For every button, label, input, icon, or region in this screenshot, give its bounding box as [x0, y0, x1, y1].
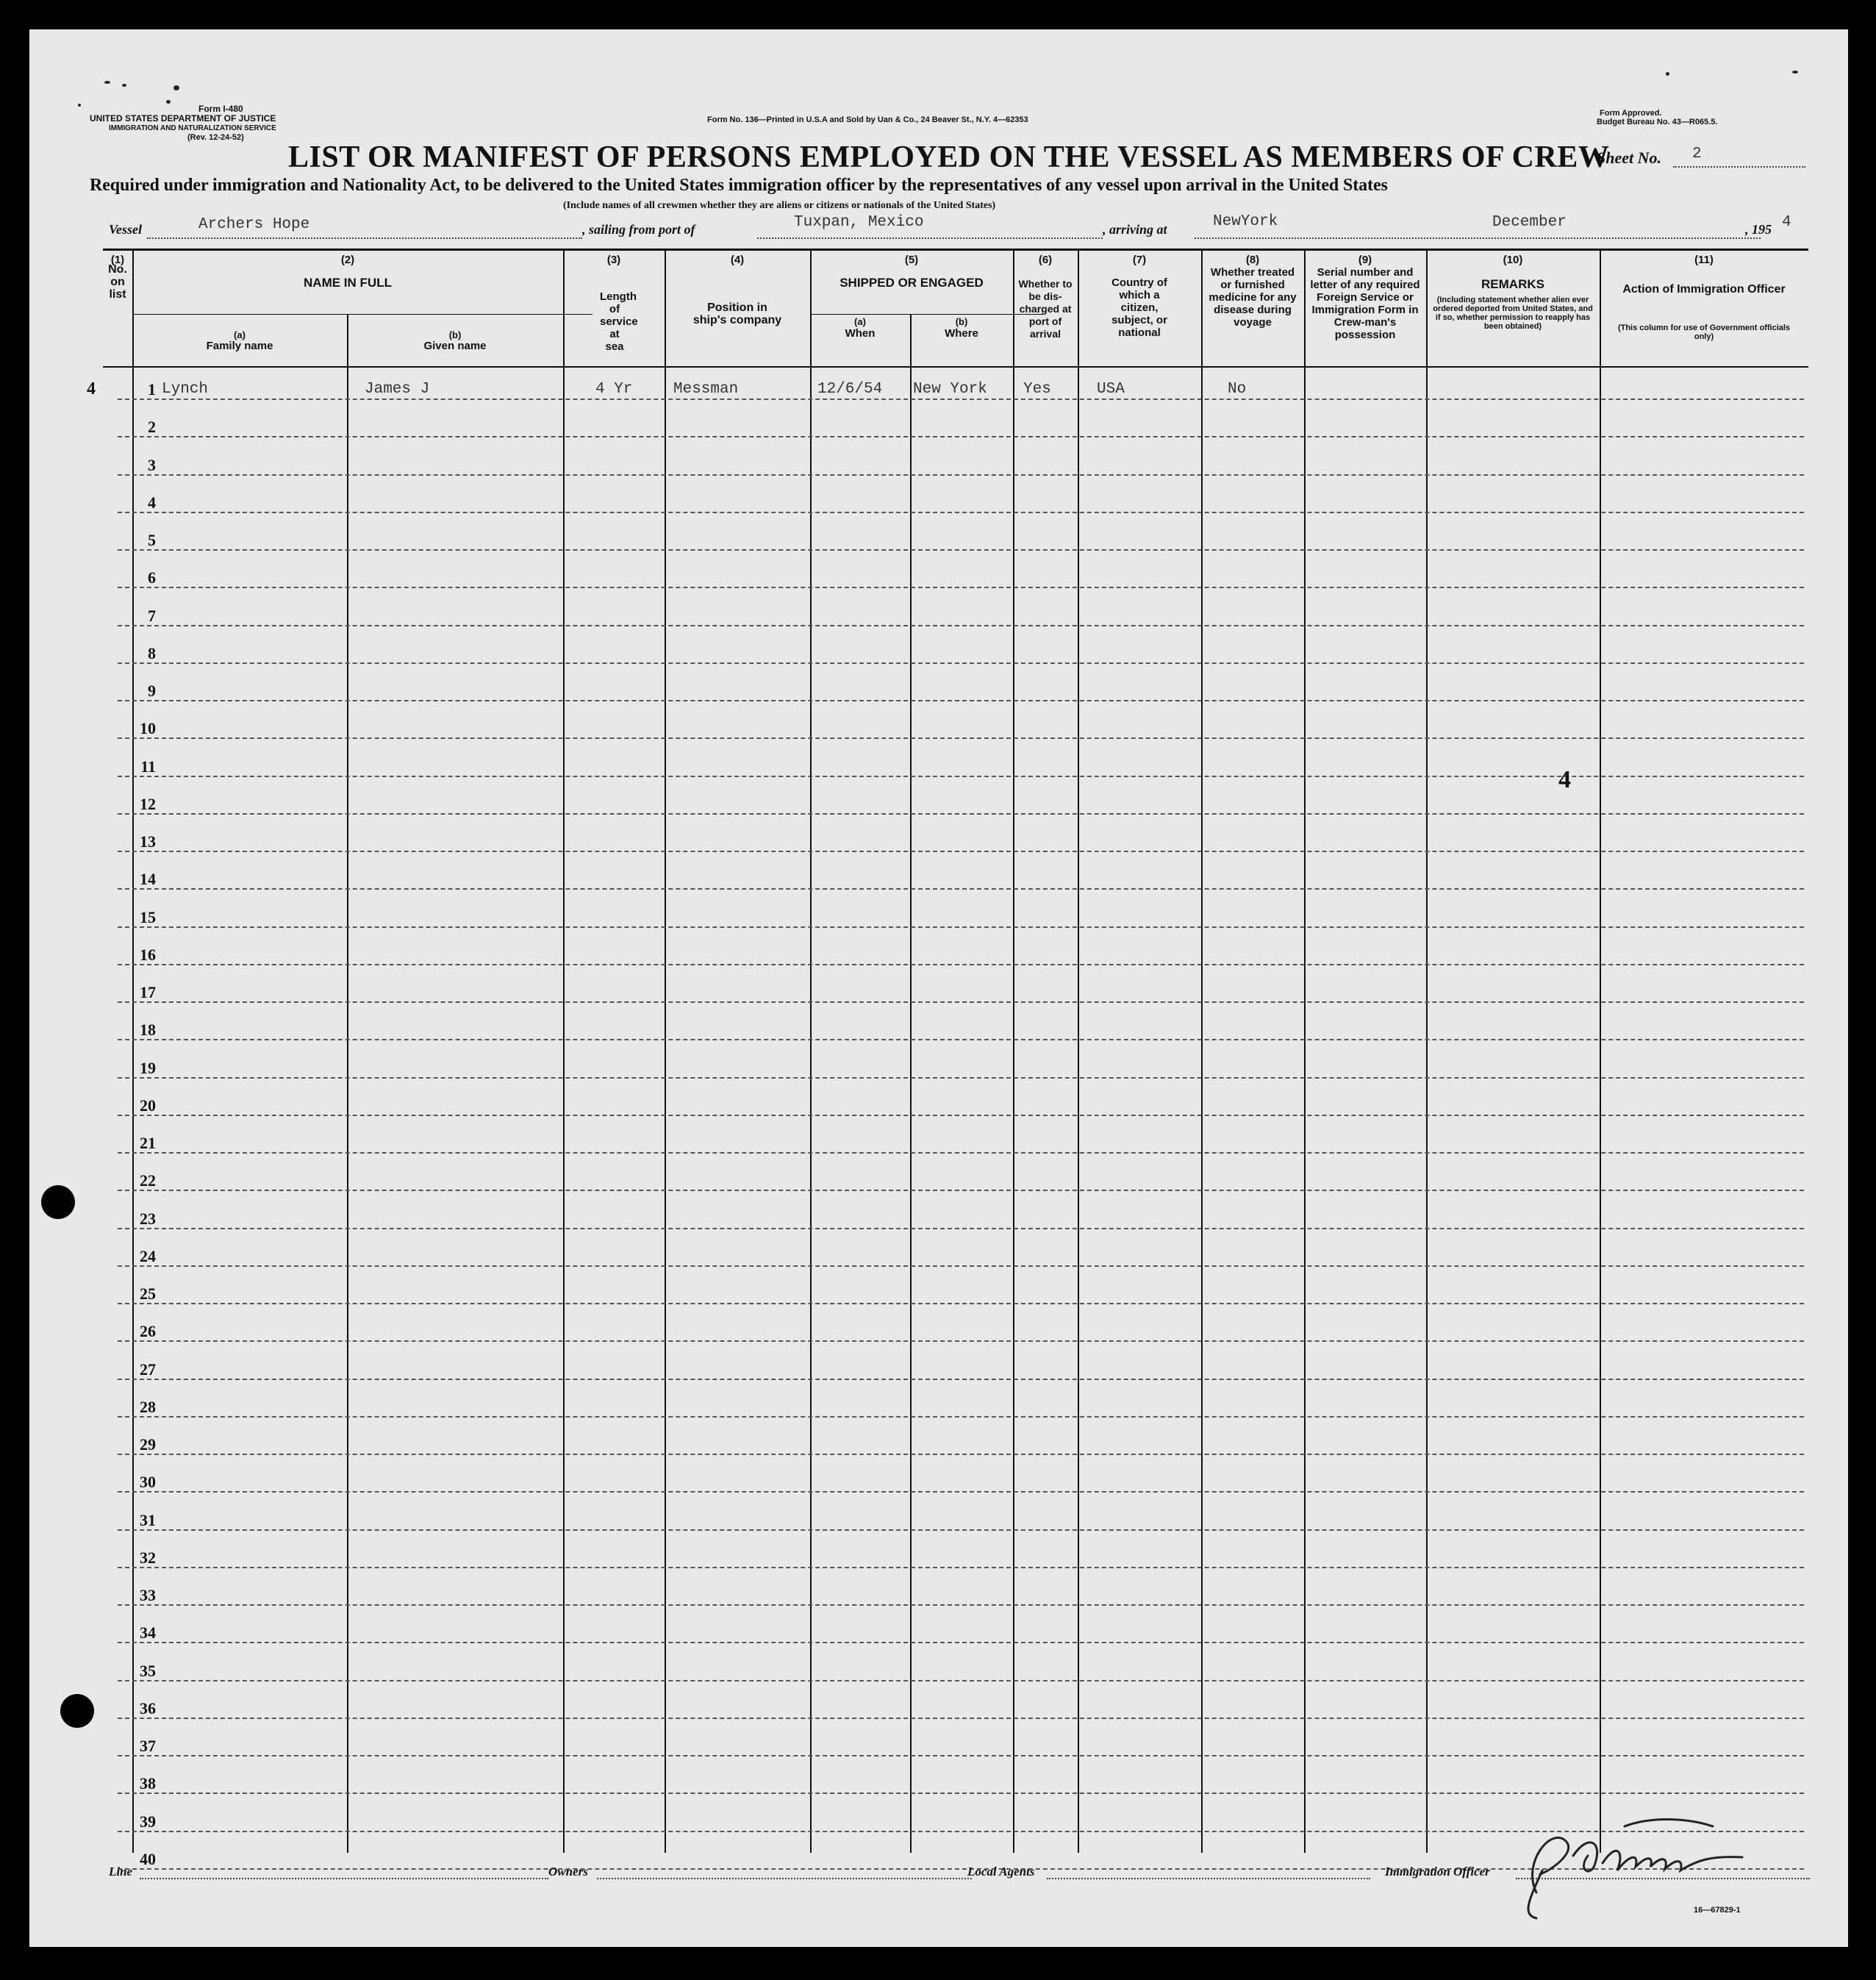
col8-number: (8) — [1245, 254, 1260, 266]
form-id: Form I-480 — [198, 104, 243, 114]
col-divider-10 — [1600, 250, 1601, 1853]
row-rule — [118, 737, 1804, 739]
col9-number: (9) — [1358, 254, 1372, 266]
row-number: 9 — [148, 682, 156, 700]
col8-header: Whether treated or furnished medicine for any disease during voyage — [1209, 266, 1297, 329]
immigration-officer-label: Immigration Officer — [1385, 1865, 1490, 1879]
row-number: 16 — [140, 946, 156, 964]
row-number: 6 — [148, 568, 156, 587]
col-divider-8 — [1304, 250, 1306, 1853]
sheet-underline — [1673, 166, 1805, 168]
row-rule — [118, 436, 1804, 437]
row-rule — [118, 888, 1804, 890]
row-number: 26 — [140, 1322, 156, 1340]
col7-number: (7) — [1132, 254, 1147, 266]
row-number: 10 — [140, 719, 156, 737]
row-rule — [118, 1190, 1804, 1191]
col2a-letter: (a) — [234, 329, 246, 340]
row-rule — [118, 776, 1804, 777]
sailing-label: , sailing from port of — [582, 222, 695, 237]
col10-note: (Including statement whether alien ever ordered deported from United States, and if so, whether permission to reapply has been obtained) — [1433, 296, 1593, 331]
row-number: 25 — [140, 1284, 156, 1303]
local-agents-label: Local Agents — [967, 1865, 1035, 1879]
row-rule — [118, 398, 1804, 400]
row-rule — [118, 1001, 1804, 1003]
row-number: 11 — [140, 757, 156, 776]
row-rule — [118, 1642, 1804, 1643]
row-number: 40 — [140, 1850, 156, 1868]
col-divider-5 — [1013, 250, 1014, 1853]
col2a-header: Family name — [206, 340, 273, 352]
row-rule — [118, 1454, 1804, 1455]
row-rule — [118, 1604, 1804, 1606]
row-number: 38 — [140, 1774, 156, 1793]
row-rule — [118, 587, 1804, 588]
arrival-port: NewYork — [1213, 213, 1278, 230]
row-number: 4 — [148, 493, 156, 512]
col10-header: REMARKS — [1481, 277, 1544, 291]
col-divider-2 — [563, 250, 565, 1853]
form-code: 16—67829-1 — [1694, 1906, 1741, 1915]
row-rule — [118, 813, 1804, 815]
shipped-when: 12/6/54 — [817, 381, 883, 398]
form-approved: Form Approved. — [1600, 109, 1662, 118]
arrival-year: 4 — [1782, 214, 1791, 231]
row-number: 19 — [140, 1059, 156, 1077]
row-rule — [118, 964, 1804, 965]
service-name: IMMIGRATION AND NATURALIZATION SERVICE — [109, 124, 276, 132]
row-number: 37 — [140, 1737, 156, 1755]
arrival-month: December — [1492, 214, 1567, 231]
country: USA — [1097, 381, 1125, 398]
row-rule — [118, 1529, 1804, 1531]
col1-header: No. on list — [108, 263, 127, 301]
speck — [166, 100, 171, 104]
table-top-rule — [103, 249, 1808, 251]
col2b-header: Given name — [423, 340, 487, 352]
row-number: 17 — [140, 983, 156, 1001]
budget-bureau: Budget Bureau No. 43—R065.5. — [1597, 118, 1718, 126]
row-rule — [118, 1152, 1804, 1154]
col9-header: Serial number and letter of any required Foreign Service or Immigration Form in Crew-man's possession — [1310, 266, 1420, 341]
row-number: 28 — [140, 1398, 156, 1416]
row-rule — [118, 512, 1804, 513]
page-title: LIST OR MANIFEST OF PERSONS EMPLOYED ON THE VESSEL AS MEMBERS OF CREW — [288, 140, 1610, 174]
row-number: 24 — [140, 1247, 156, 1265]
row-number: 39 — [140, 1812, 156, 1831]
row-rule — [118, 1567, 1804, 1568]
row-number: 32 — [140, 1548, 156, 1567]
row-number: 35 — [140, 1662, 156, 1680]
row-rule — [118, 1416, 1804, 1418]
row-rule — [118, 1340, 1804, 1342]
row-rule — [118, 1265, 1804, 1267]
row-number: 18 — [140, 1021, 156, 1039]
col5-header: SHIPPED OR ENGAGED — [839, 276, 984, 290]
department-name: UNITED STATES DEPARTMENT OF JUSTICE — [90, 113, 276, 124]
row-rule — [118, 700, 1804, 701]
row-rule — [118, 1228, 1804, 1229]
row-number: 12 — [140, 795, 156, 813]
agents-underline — [1047, 1878, 1370, 1879]
margin-mark: 4 — [1558, 766, 1571, 793]
arriving-underline — [1195, 237, 1761, 239]
vessel-underline — [147, 237, 582, 239]
row-number: 31 — [140, 1511, 156, 1529]
form-revision: (Rev. 12-24-52) — [187, 133, 244, 142]
row-number: 29 — [140, 1435, 156, 1454]
row-rule — [118, 625, 1804, 626]
col-divider-4 — [810, 250, 812, 1853]
row-number: 21 — [140, 1134, 156, 1152]
row-rule — [118, 549, 1804, 551]
subtitle: Required under immigration and Nationality Act, to be delivered to the United States immigration officer by the representatives of any vessel upon arrival in the United States — [90, 176, 1388, 195]
col2b-letter: (b) — [448, 329, 462, 340]
header-bottom-rule — [103, 366, 1808, 368]
col-divider-2a — [347, 315, 348, 1853]
owners-underline — [597, 1878, 972, 1879]
sailing-underline — [757, 237, 1103, 239]
col10-number: (10) — [1503, 254, 1523, 266]
row-rule — [118, 1680, 1804, 1681]
row-number: 7 — [148, 607, 156, 625]
col2-number: (2) — [340, 254, 355, 266]
row-number: 36 — [140, 1699, 156, 1718]
row-number: 1 — [148, 380, 156, 398]
col4-header: Position in ship's company — [692, 301, 782, 326]
col5b-letter: (b) — [955, 316, 968, 327]
col-divider-1 — [132, 250, 134, 1853]
speck — [1792, 71, 1798, 74]
owners-label: Owners — [548, 1865, 588, 1879]
sheet-number: 2 — [1692, 146, 1702, 162]
col11-number: (11) — [1694, 254, 1714, 266]
printer-line: Form No. 136—Printed in U.S.A and Sold by Uan & Co., 24 Beaver St., N.Y. 4—62353 — [707, 115, 1028, 124]
vessel-name: Archers Hope — [198, 216, 310, 233]
row-number: 8 — [148, 644, 156, 662]
row-number: 23 — [140, 1209, 156, 1228]
row-rule — [118, 1718, 1804, 1719]
shipped-where: New York — [913, 381, 987, 398]
row-rule — [118, 1303, 1804, 1304]
row-rule — [118, 1755, 1804, 1756]
row-number: 27 — [140, 1360, 156, 1379]
col5a-header: When — [845, 327, 876, 340]
row-rule — [118, 926, 1804, 928]
col-divider-6 — [1078, 250, 1079, 1853]
row-number: 34 — [140, 1623, 156, 1642]
speck — [104, 81, 110, 84]
row-number: 3 — [148, 456, 156, 474]
medicine-treated: No — [1228, 381, 1247, 398]
col3-number: (3) — [606, 254, 621, 266]
row-rule — [118, 1491, 1804, 1493]
row-rule — [118, 1039, 1804, 1040]
col11-header: Action of Immigration Officer — [1622, 283, 1786, 296]
speck — [1666, 72, 1669, 76]
manifest-sheet — [29, 29, 1848, 1947]
row-rule — [118, 1077, 1804, 1079]
length-of-service: 4 Yr — [595, 381, 633, 398]
sheet-label: Sheet No. — [1597, 149, 1661, 167]
punch-hole-lower — [60, 1694, 94, 1728]
row-number: 5 — [148, 531, 156, 549]
line-underline — [140, 1878, 548, 1879]
col-divider-7 — [1201, 250, 1203, 1853]
row-number: 20 — [140, 1096, 156, 1115]
col5a-letter: (a) — [854, 316, 866, 327]
row-rule — [118, 1793, 1804, 1794]
name-subheader-rule — [132, 314, 592, 315]
speck — [78, 104, 81, 107]
family-name: Lynch — [162, 381, 209, 398]
col7-header: Country of which a citizen, subject, or national — [1111, 276, 1167, 339]
row-number: 22 — [140, 1171, 156, 1190]
col-divider-3 — [665, 250, 666, 1853]
crew-note: (Include names of all crewmen whether they are aliens or citizens or nationals of the United States) — [563, 200, 996, 211]
vessel-label: Vessel — [109, 222, 142, 237]
col5b-header: Where — [945, 327, 978, 340]
position: Messman — [673, 381, 739, 398]
row-rule — [118, 851, 1804, 852]
col-divider-5a — [910, 315, 912, 1853]
given-name: James J — [365, 381, 430, 398]
row-number: 13 — [140, 832, 156, 851]
col4-number: (4) — [730, 254, 745, 266]
row-number: 14 — [140, 870, 156, 888]
row-rule — [118, 1115, 1804, 1116]
sailing-port: Tuxpan, Mexico — [794, 214, 924, 231]
row-rule — [118, 474, 1804, 476]
row-rule — [118, 662, 1804, 664]
row-rule — [118, 1379, 1804, 1380]
row-number: 33 — [140, 1586, 156, 1604]
col-divider-9 — [1426, 250, 1428, 1853]
line-label: Line — [109, 1865, 133, 1879]
row-number: 30 — [140, 1473, 156, 1491]
year-prefix: , 195 — [1745, 222, 1772, 237]
col2-header: NAME IN FULL — [304, 276, 392, 290]
punch-hole-upper — [41, 1185, 75, 1219]
speck — [122, 84, 126, 87]
col3-header: Length of service at sea — [600, 290, 638, 353]
col6-number: (6) — [1038, 254, 1053, 266]
speck — [173, 85, 179, 90]
col11-note: (This column for use of Government officials only) — [1617, 324, 1791, 341]
col6-header: Whether to be dis-charged at port of arrival — [1018, 278, 1073, 340]
row-number: 15 — [140, 908, 156, 926]
entry-line-prefix: 4 — [87, 379, 96, 398]
col5-number: (5) — [904, 254, 919, 266]
shipped-subheader-rule — [810, 314, 1042, 315]
row-number: 2 — [148, 418, 156, 436]
to-be-discharged: Yes — [1023, 381, 1051, 398]
arriving-label: , arriving at — [1103, 222, 1167, 237]
col1-number: (1) — [110, 254, 125, 266]
